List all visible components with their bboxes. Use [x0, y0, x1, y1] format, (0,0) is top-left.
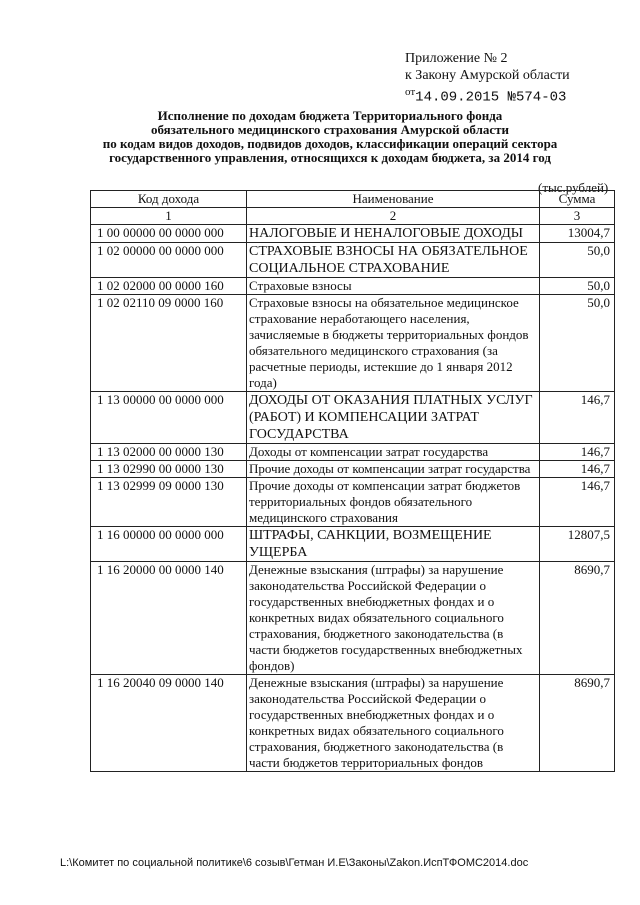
- revenue-table: [90, 190, 615, 772]
- income-code-cell: 1 00 00000 00 0000 000: [91, 225, 247, 243]
- table-row: [91, 675, 615, 772]
- column-number-2: 2: [247, 208, 540, 225]
- column-number-1: 1: [91, 208, 247, 225]
- income-code-cell: 1 02 02000 00 0000 160: [91, 278, 247, 295]
- income-name-cell: Прочие доходы от компенсации затрат бюджетов территориальных фондов обязательного медицинского страхования: [247, 478, 540, 527]
- income-name-cell: Прочие доходы от компенсации затрат государства: [247, 461, 540, 478]
- income-sum-cell: 13004,7: [540, 225, 615, 243]
- income-sum-cell: 12807,5: [540, 527, 615, 562]
- income-code-cell: 1 02 02110 09 0000 160: [91, 295, 247, 392]
- income-name-cell: ДОХОДЫ ОТ ОКАЗАНИЯ ПЛАТНЫХ УСЛУГ (РАБОТ) И КОМПЕНСАЦИИ ЗАТРАТ ГОСУДАРСТВА: [247, 392, 540, 444]
- income-code-cell: 1 16 20000 00 0000 140: [91, 562, 247, 675]
- income-name-cell: НАЛОГОВЫЕ И НЕНАЛОГОВЫЕ ДОХОДЫ: [247, 225, 540, 243]
- table-row: [91, 295, 615, 392]
- income-sum-cell: 8690,7: [540, 675, 615, 772]
- appendix-date-line: [405, 84, 570, 107]
- appendix-date-prefix: от: [405, 86, 416, 98]
- income-code-cell: 1 13 02990 00 0000 130: [91, 461, 247, 478]
- units-label: (тыс.рублей): [538, 180, 609, 195]
- income-sum-cell: 50,0: [540, 278, 615, 295]
- income-sum-cell: 146,7: [540, 478, 615, 527]
- income-name-cell: СТРАХОВЫЕ ВЗНОСЫ НА ОБЯЗАТЕЛЬНОЕ СОЦИАЛЬНОЕ СТРАХОВАНИЕ: [247, 243, 540, 278]
- income-sum-cell: 50,0: [540, 295, 615, 392]
- header-code: Код дохода: [91, 191, 247, 208]
- appendix-date-number: 14.09.2015 №574-03: [415, 89, 567, 106]
- income-name-cell: Страховые взносы: [247, 278, 540, 295]
- header-sum: Сумма: [540, 191, 615, 208]
- title-line-4: государственного управления, относящихся к доходам бюджета, за 2014 год: [109, 150, 551, 165]
- income-sum-cell: 146,7: [540, 392, 615, 444]
- income-sum-cell: 146,7: [540, 461, 615, 478]
- document-title: [60, 109, 600, 165]
- income-name-cell: ШТРАФЫ, САНКЦИИ, ВОЗМЕЩЕНИЕ УЩЕРБА: [247, 527, 540, 562]
- income-code-cell: 1 02 00000 00 0000 000: [91, 243, 247, 278]
- income-name-cell: Доходы от компенсации затрат государства: [247, 444, 540, 461]
- income-name-cell: Страховые взносы на обязательное медицинское страхование неработающего населения, зачисляемые в бюджеты территориальных фондов обязательного медицинского страхования (за расчетные периоды, истекшие до 1 января 2012 года): [247, 295, 540, 392]
- title-line-1: Исполнение по доходам бюджета Территориального фонда: [157, 108, 503, 123]
- table-row: [91, 278, 615, 295]
- appendix-law: к Закону Амурской области: [405, 68, 570, 83]
- income-code-cell: 1 16 00000 00 0000 000: [91, 527, 247, 562]
- income-name-cell: Денежные взыскания (штрафы) за нарушение законодательства Российской Федерации о государственных внебюджетных фондах и о конкретных видах обязательного социального страхования, бюджетного законодательства (в части бюджетов территориальных фондов: [247, 675, 540, 772]
- table-row: [91, 461, 615, 478]
- appendix-block: [405, 50, 570, 107]
- appendix-number: Приложение № 2: [405, 51, 508, 66]
- income-sum-cell: 50,0: [540, 243, 615, 278]
- title-line-3: по кодам видов доходов, подвидов доходов, классификации операций сектора: [102, 136, 558, 151]
- table-row: [91, 444, 615, 461]
- table-number-row: [91, 208, 615, 225]
- income-name-cell: Денежные взыскания (штрафы) за нарушение законодательства Российской Федерации о государственных внебюджетных фондах и о конкретных видах обязательного социального страхования, бюджетного законодательства (в части бюджетов государственных внебюджетных фондов): [247, 562, 540, 675]
- income-code-cell: 1 16 20040 09 0000 140: [91, 675, 247, 772]
- table-row: [91, 243, 615, 278]
- table-row: [91, 478, 615, 527]
- table-header-row: [91, 191, 615, 208]
- income-code-cell: 1 13 02000 00 0000 130: [91, 444, 247, 461]
- income-code-cell: 1 13 00000 00 0000 000: [91, 392, 247, 444]
- column-number-3: 3: [540, 208, 615, 225]
- table-row: [91, 562, 615, 675]
- table-row: [91, 527, 615, 562]
- income-code-cell: 1 13 02999 09 0000 130: [91, 478, 247, 527]
- header-name: Наименование: [247, 191, 540, 208]
- file-path-footer: L:\Комитет по социальной политике\6 созыв\Гетман И.Е\Законы\Zakon.ИспТФОМС2014.doc: [60, 857, 529, 869]
- table-row: [91, 225, 615, 243]
- title-line-2: обязательного медицинского страхования Амурской области: [150, 122, 510, 137]
- table-row: [91, 392, 615, 444]
- income-sum-cell: 8690,7: [540, 562, 615, 675]
- income-sum-cell: 146,7: [540, 444, 615, 461]
